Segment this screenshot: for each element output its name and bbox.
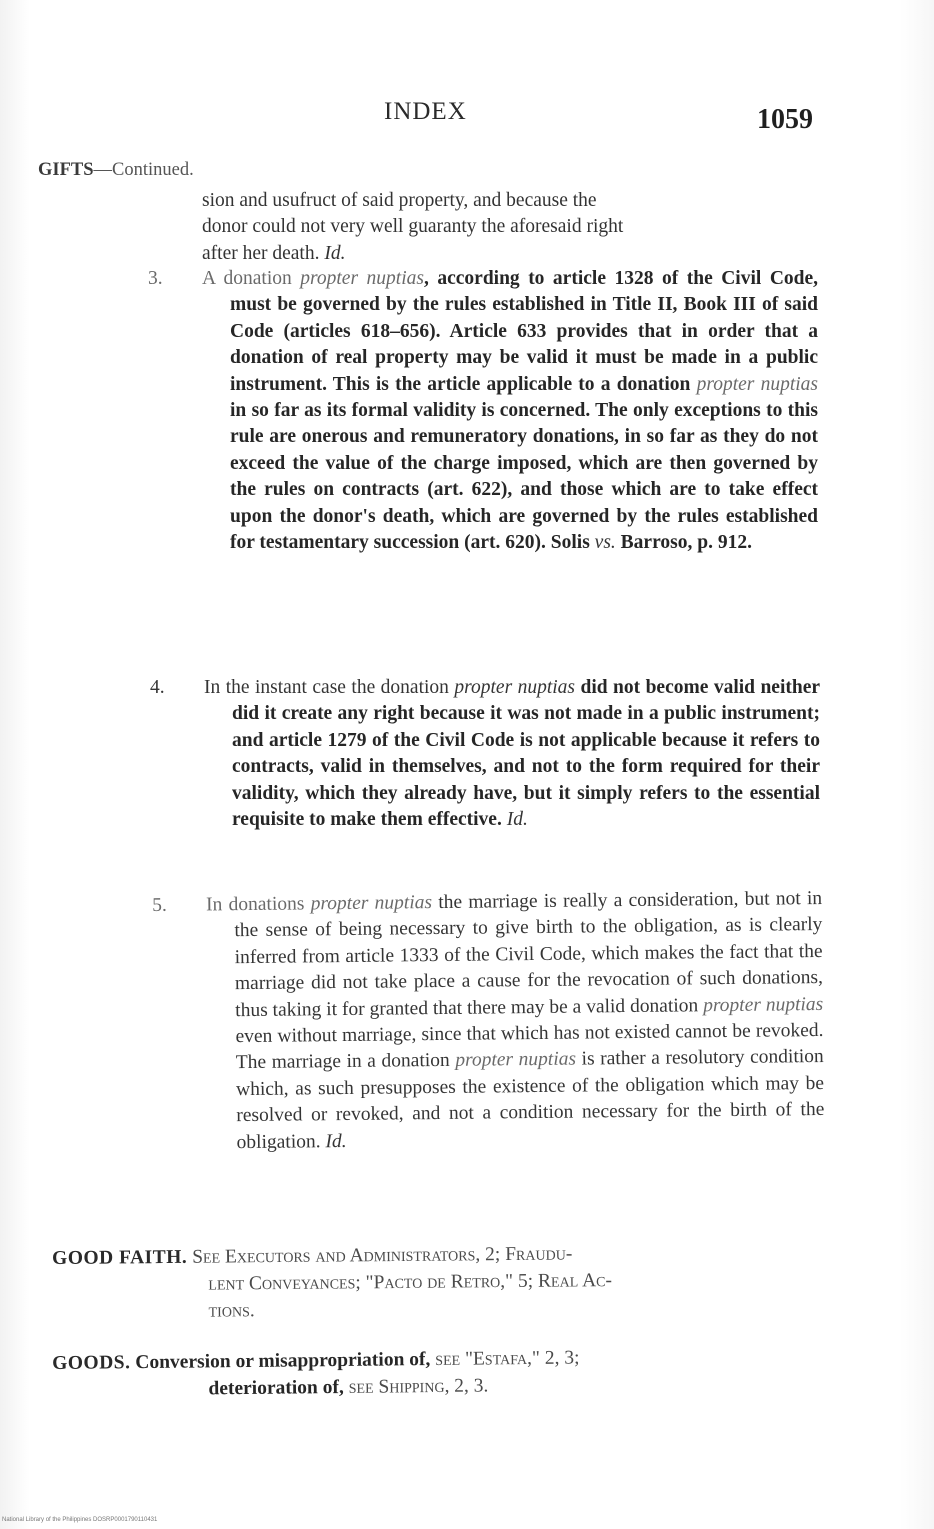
continuation-line: donor could not very well guaranty the aforesaid right: [202, 216, 624, 238]
entry-text: A donation propter nuptias, according to article 1328 of the Civil Code, must be governed by the rules established in Title II, Book III of said Code (articles 618–656). Article 633 provides that in order that a donation of real property may be valid it must be made in a public instrument. This is the article applicable to a donation propter nuptias in so far as its formal validity is concerned. The only exceptions to this rule are onerous and remuneratory donations, in so far as they do not exceed the value of the charge imposed, which are then governed by the rules on contracts (art. 622), and those which are to take effect upon the donor's death, which are governed by the rules established for testamentary succession (art. 620). Solis vs. Barroso, p. 912.: [202, 268, 819, 554]
index-entry-good-faith: [52, 1238, 833, 1326]
cross-reference: tions.: [208, 1300, 255, 1322]
cross-reference: See Executors and Administrators, 2; Fraudu-: [192, 1243, 573, 1268]
page-number: 1059: [757, 104, 813, 135]
continuation-paragraph: [202, 188, 822, 267]
scan-footer: National Library of the Philippines DOSRP0001790110431: [2, 1517, 158, 1523]
running-title: INDEX: [384, 98, 467, 125]
continued-heading: [38, 160, 194, 181]
index-entry-5: [152, 886, 825, 1157]
index-entry-4: [150, 675, 820, 833]
subentry-label: Conversion or misappropriation of,: [135, 1349, 431, 1374]
entry-text: In donations propter nuptias the marriage is really a consideration, but not in the sense of being necessary to give birth to the obligation, as is clearly inferred from article 1333 of the Civil Code, which makes the fact that the marriage did not take place a cause for the revocation of such donations, thus taking it for granted that there may be a valid donation propter nuptias even without marriage, since that which has not existed cannot be revoked. The marriage in a donation propter nuptias is rather a resolutory condition which, as such presupposes the existence of the obligation which may be resolved or revoked, and not a condition necessary for the birth of the obligation. Id.: [206, 887, 825, 1153]
index-entry-goods: [52, 1342, 833, 1404]
cross-reference: see Shipping, 2, 3.: [343, 1375, 489, 1398]
id-reference: Id.: [324, 242, 346, 264]
entry-text: In the instant case the donation propter nuptias did not become valid neither did it create any right because it was not made in a public instrument; and article 1279 of the Civil Code is not applicable because it refers to contracts, valid in themselves, and not to the form required for their validity, which they already have, but it simply refers to the essential requisite to make them effective. Id.: [204, 677, 821, 831]
index-entry-3: [148, 266, 818, 556]
entry-number: 5.: [152, 894, 167, 916]
headword-gifts: GIFTS: [38, 160, 94, 180]
entry-number: 3.: [148, 268, 163, 289]
headword-good-faith: GOOD FAITH.: [52, 1246, 188, 1269]
entry-number: 4.: [150, 677, 165, 698]
continued-label: —Continued.: [93, 160, 194, 180]
continuation-line: after her death. Id.: [202, 242, 346, 264]
running-header: [0, 96, 934, 136]
subentry-label: deterioration of,: [208, 1376, 344, 1400]
cross-reference: see "Estafa," 2, 3;: [430, 1347, 580, 1371]
continuation-line: sion and usufruct of said property, and because the: [202, 190, 597, 211]
cross-reference: lent Conveyances; "Pacto de Retro," 5; Real Ac-: [208, 1270, 613, 1295]
headword-goods: GOODS.: [52, 1352, 131, 1374]
